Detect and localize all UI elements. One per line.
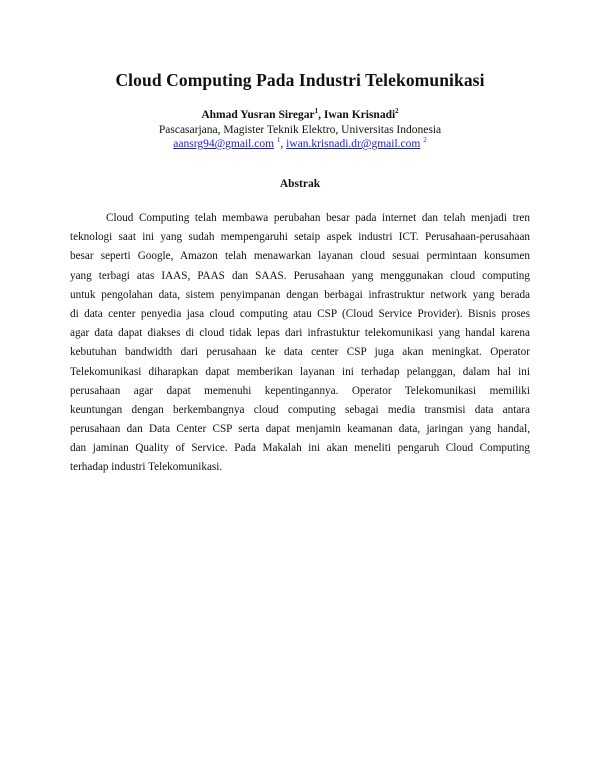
abstract-line: kebutuhan bandwidth dari perusahaan ke data center CSP juga akan meningkat. Operator	[70, 346, 530, 359]
author-superscript: 1	[314, 107, 319, 116]
abstract-line: perusahaan agar dapat memenuhi kepentingannya. Operator Telekomunikasi memiliki	[70, 384, 530, 397]
email-link[interactable]: aansrg94@gmail.com	[173, 138, 275, 150]
email-link[interactable]: iwan.krisnadi.dr@gmail.com	[286, 138, 421, 150]
abstract-body	[70, 209, 530, 478]
abstract-heading: Abstrak	[279, 178, 321, 190]
author-name: Ahmad Yusran Siregar	[201, 109, 315, 121]
abstract-line: terhadap industri Telekomunikasi.	[70, 461, 223, 474]
abstract-line: teknologi saat ini yang sudah mempengaruhi setaip aspek industri ICT. Perusahaan-perusahaan	[70, 231, 530, 244]
email-line	[0, 138, 600, 150]
author-name: Iwan Krisnadi	[323, 109, 396, 121]
affiliation: Pascasarjana, Magister Teknik Elektro, Universitas Indonesia	[158, 124, 442, 136]
email-separator: ,	[280, 138, 287, 150]
paper-title: Cloud Computing Pada Industri Telekomunikasi	[115, 70, 485, 90]
author-separator: ,	[318, 109, 324, 121]
email-superscript: 2	[423, 136, 427, 145]
abstract-line: agar data dapat diakses di cloud tidak lepas dari infrastuktur telekomunikasi yang handal karena	[70, 327, 530, 340]
abstract-line: dan jaminan Quality of Service. Pada Makalah ini akan meneliti pengaruh Cloud Computing	[70, 442, 530, 455]
author-line	[0, 109, 600, 121]
abstract-line: perusahaan dan Data Center CSP serta dapat menjamin keamanan data, jaringan yang handal,	[70, 423, 530, 436]
abstract-line: di data center penyedia jasa cloud computing atau CSP (Cloud Service Provider). Bisnis proses	[70, 307, 530, 320]
author-superscript: 2	[395, 107, 399, 116]
email-superscript: 1	[276, 136, 281, 145]
abstract-line: besar seperti Google, Amazon telah menawarkan layanan cloud sesuai permintaan konsumen	[70, 250, 530, 263]
abstract-line: untuk pengolahan data, sistem penyimpanan dengan berbagai infrastruktur network yang berada	[70, 288, 530, 301]
abstract-line: Cloud Computing telah membawa perubahan besar pada internet dan telah menjadi tren	[106, 212, 530, 224]
abstract-line: Telekomunikasi diharapkan dapat memberikan layanan ini terhadap pelanggan, dalam hal ini	[70, 365, 530, 378]
abstract-line: yang terbagi atas IAAS, PAAS dan SAAS. Perusahaan yang menggunakan cloud computing	[70, 269, 530, 282]
abstract-line: keuntungan dengan berkembangnya cloud computing sebagai media transmisi data antara	[70, 403, 530, 416]
